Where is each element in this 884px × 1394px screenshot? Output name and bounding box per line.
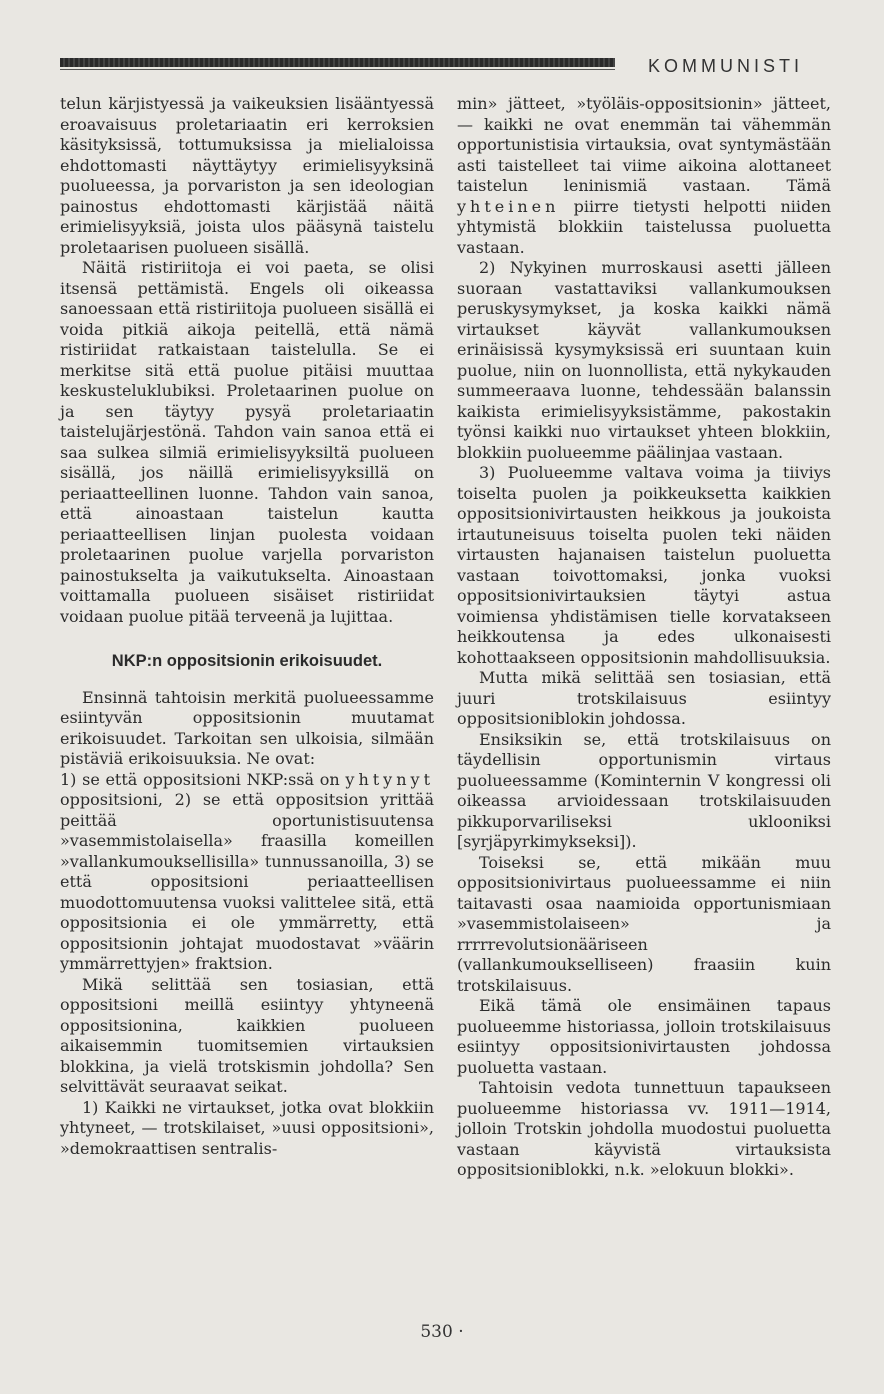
paragraph-text: 1) se että oppositsioni NKP:ssä on (60, 769, 340, 789)
paragraph: Mutta mikä selittää sen tosiasian, että juuri trotskilaisuus esiintyy oppositsioniblokin johdossa. (457, 668, 831, 728)
paragraph (60, 770, 434, 975)
paragraph: 1) Kaikki ne virtaukset, jotka ovat blokkiin yhtyneet, — trotskilaiset, »uusi oppositsioni», »demokraattisen sentralis- (60, 1097, 434, 1158)
emphasized-word: yhtynyt (345, 769, 434, 789)
section-heading: NKP:n oppositsionin erikoisuudet. (111, 652, 383, 670)
paragraph-text: min» jätteet, »työläis-oppositsionin» jätteet, — kaikki ne ovat enemmän tai vähemmän opportunistisia virtauksia, ovat syntymästään asti taistelleet tai viime aikoina alottaneet taistelun leninismiä vastaan. Tämä (457, 94, 831, 195)
paragraph: Tahtoisin vedota tunnettuun tapaukseen puolueemme historiassa vv. 1911—1914, jolloin Trotskin johdolla muodostui puoluetta vastaan käyvistä virtauksista oppositsioniblokki, n.k. »elokuun blokki». (457, 1078, 831, 1179)
paragraph: 3) Puolueemme valtava voima ja tiiviys toiselta puolen ja poikkeuksetta kaikkien oppositsionivirtausten heikkous ja joukoista irtautuneisuus toiselta puolen teki näiden virtausten hajanaisen taistelun puoluetta vastaan toivottomaksi, jonka vuoksi oppositsionivirtauksien täytyi astua voimiensa yhdistämisen tielle korvatakseen heikkoutensa ja edes ulkonaisesti kohottaakseen oppositsionin mahdollisuuksia. (457, 463, 831, 667)
emphasized-word: yhteinen (457, 196, 560, 216)
paragraph: Ensiksikin se, että trotskilaisuus on täydellisin opportunismin virtaus puolueessamme (Kominternin V kongressi oli oikeassa arvioidessaan trotskilaisuuden pikkuporvariliseksi uklooniksi [syrjäpyrkimykseksi]). (457, 729, 831, 851)
page-number: 530 · (420, 1322, 464, 1342)
header-rule (60, 58, 615, 67)
running-head: KOMMUNISTI (648, 56, 803, 76)
paragraph: Ensinnä tahtoisin merkitä puolueessamme esiintyvän oppositsionin muutamat erikoisuudet. Tarkoitan sen ulkoisia, silmään pistäviä erikoisuuksia. Ne ovat: (60, 687, 434, 768)
paragraph (457, 94, 831, 258)
paragraph-text: piirre tietysti helpotti niiden yhtymistä blokkiin taistelussa puoluetta vastaan. (457, 196, 831, 257)
paragraph: Eikä tämä ole ensimäinen tapaus puolueemme historiassa, jolloin trotskilaisuus esiintyy oppositsionivirtausten johdossa puoluetta vastaan. (457, 996, 831, 1077)
header-rule-thin (60, 69, 615, 70)
left-column (60, 94, 434, 1159)
paragraph: telun kärjistyessä ja vaikeuksien lisääntyessä eroavaisuus proletariaatin eri kerroksien käsityksissä, tottumuksissa ja mielialoissa ehdottomasti näyttäytyy erimielisyyksinä puolueessa, ja porvariston ja sen ideologian painostus ehdottomasti kärjistää näitä erimielisyyksiä, joista ulos pääsynä taistelu proletaarisen puolueen sisällä. (60, 94, 434, 257)
paragraph: Toiseksi se, että mikään muu oppositsionivirtaus puolueessamme ei niin taitavasti osaa naamioida opportunismiaan »vasemmistolaiseen» ja rrrrrevolutsionääriseen (vallankumoukselliseen) fraasiin kuin trotskilaisuus. (457, 852, 831, 995)
paragraph: Näitä ristiriitoja ei voi paeta, se olisi itsensä pettämistä. Engels oli oikeassa sanoessaan että ristiriitoja puolueen sisällä ei voida pitkiä aikoja peitellä, että nämä ristiriidat ratkaistaan taistelulla. Se ei merkitse sitä että puolue pitäisi muuttaa keskusteluklubiksi. Proletaarinen puolue on ja sen täytyy pysyä proletariaatin taistelujärjestönä. Tahdon vain sanoa että ei saa sulkea silmiä erimielisyyksiltä puolueen sisällä, jos näillä erimielisyyksillä on periaatteellinen luonne. Tahdon vain sanoa, että ainoastaan taistelun kautta periaatteellisen linjan puolesta voidaan proletaarinen puolue varjella porvariston painostukselta ja vaikutukselta. Ainoastaan voittamalla puolueen sisäiset ristiriidat voidaan puolue pitää terveenä ja lujittaa. (60, 258, 434, 626)
right-column (457, 94, 831, 1181)
paragraph: Mikä selittää sen tosiasian, että oppositsioni meillä esiintyy yhtyneenä oppositsionina, kaikkien puolueen aikaisemmin tuomitsemien virtauksien blokkina, ja vielä trotskismin johdolla? Sen selvittävät seuraavat seikat. (60, 974, 434, 1096)
paragraph: 2) Nykyinen murroskausi asetti jälleen suoraan vastattaviksi vallankumouksen peruskysymykset, ja koska kaikki nämä virtaukset käyvät vallankumouksen erinäisissä kysymyksissä eri suuntaan kuin puolue, niin on luonnollista, että nykykauden summeeraava luonne, tehdessään balanssin kaikista erimielisyyksistämme, pakostakin työnsi kaikki nuo virtaukset yhteen blokkiin, blokkiin puolueemme päälinjaa vastaan. (457, 258, 831, 462)
paragraph-text: oppositsioni, 2) se että oppositsion yrittää peittää oportunistisuutensa »vasemmistolaisella» fraasilla komeillen »vallankumouksellisilla» tunnussanoilla, 3) se että oppositsioni periaatteellisen muodottomuutensa vuoksi valittelee sitä, että oppositsionia ei ole ymmärretty, että oppositsionin johtajat muodostavat »väärin ymmärrettyjen» fraktsion. (60, 790, 434, 973)
